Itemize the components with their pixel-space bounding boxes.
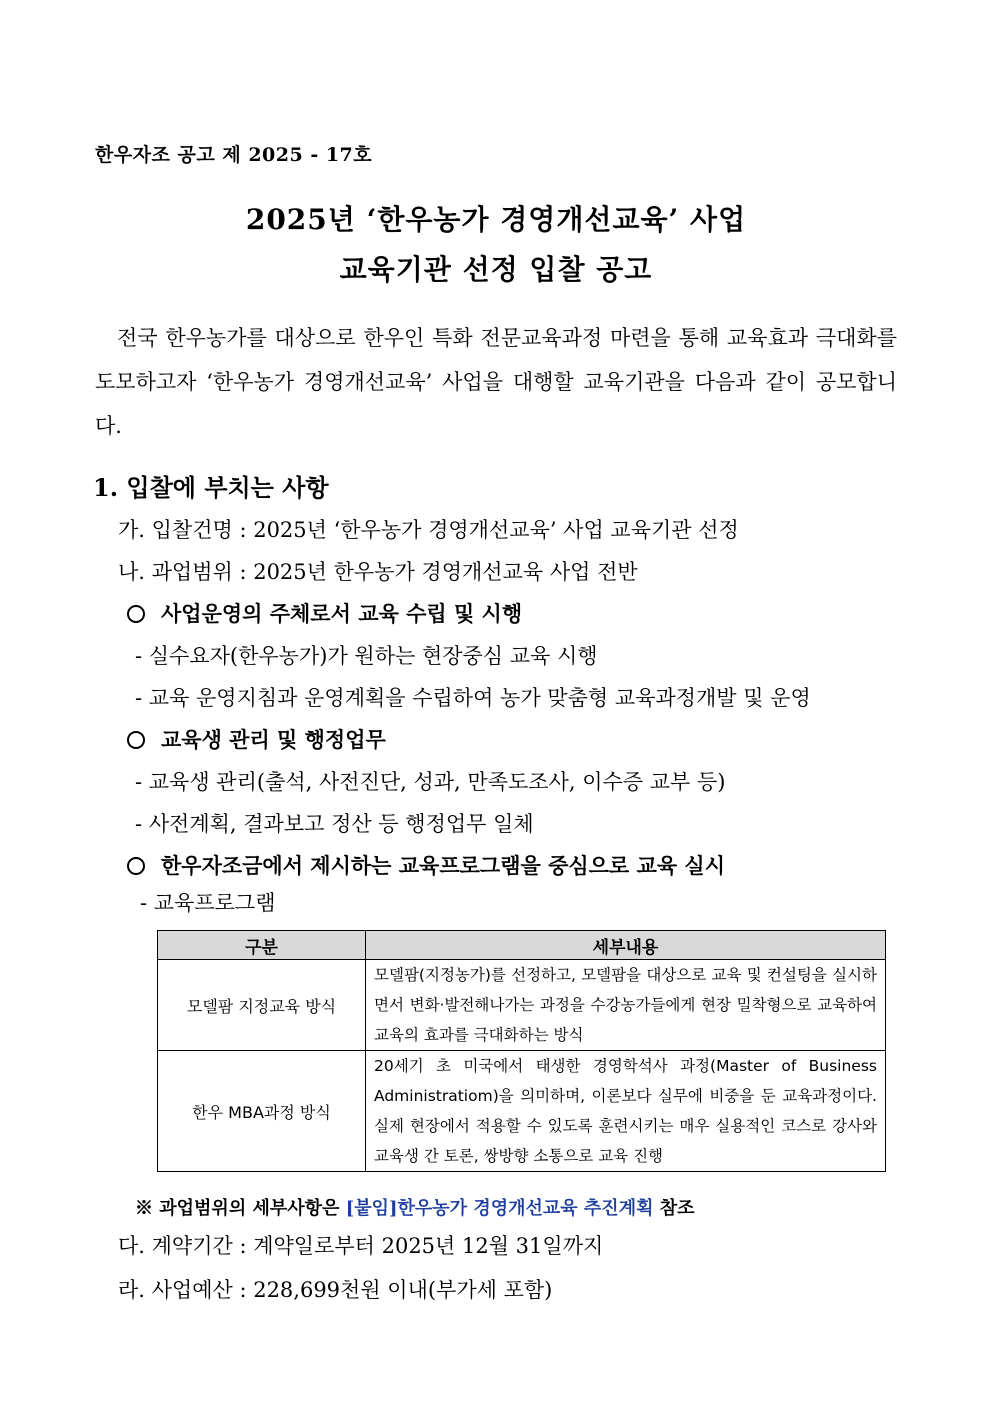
intro-text: 전국 한우농가를 대상으로 한우인 특화 전문교육과정 마련을 통해 교육효과 극대화를 도모하고자 ‘한우농가 경영개선교육’ 사업을 대행할 교육기관을 다음과 같이 공모합니다. (95, 326, 897, 438)
attachment-reference: [붙임]한우농가 경영개선교육 추진계획 (345, 1198, 654, 1219)
section-heading-1: 1. 입찰에 부치는 사항 (93, 473, 329, 502)
circle-item-3-text: 한우자조금에서 제시하는 교육프로그램을 중심으로 교육 실시 (161, 853, 725, 878)
intro-paragraph (95, 316, 897, 448)
circle-bullet-icon (127, 605, 145, 623)
notice-number: 한우자조 공고 제 2025 - 17호 (95, 144, 373, 166)
item-ra: 라. 사업예산 : 228,699천원 이내(부가세 포함) (118, 1278, 553, 1302)
title-line-1: 2025년 ‘한우농가 경영개선교육’ 사업 (245, 203, 747, 236)
circle-item-2-text: 교육생 관리 및 행정업무 (161, 727, 386, 752)
circle-item-1-sub-1: - 실수요자(한우농가)가 원하는 현장중심 교육 시행 (135, 644, 598, 668)
table-cell-category: 한우 MBA과정 방식 (158, 1051, 366, 1172)
circle-item-3-sub-1: - 교육프로그램 (140, 891, 276, 915)
note-prefix: ※ 과업범위의 세부사항은 (135, 1198, 340, 1219)
table-header-details: 세부내용 (366, 931, 886, 960)
table-row (158, 960, 886, 1051)
item-da: 다. 계약기간 : 계약일로부터 2025년 12월 31일까지 (118, 1234, 604, 1258)
circle-item-1 (127, 598, 522, 628)
circle-item-2 (127, 724, 386, 754)
circle-item-2-sub-1: - 교육생 관리(출석, 사전진단, 성과, 만족도조사, 이수증 교부 등) (135, 770, 726, 794)
table-header-row (158, 931, 886, 960)
title-line-2: 교육기관 선정 입찰 공고 (339, 253, 653, 286)
table-cell-details: 모델팜(지정농가)를 선정하고, 모델팜을 대상으로 교육 및 컨설팅을 실시하면서 변화·발전해나가는 과정을 수강농가들에게 현장 밀착형으로 교육하여 교육의 효과를 극대화하는 방식 (366, 960, 886, 1051)
circle-item-3 (127, 850, 725, 880)
circle-bullet-icon (127, 731, 145, 749)
program-table (157, 930, 886, 1172)
circle-bullet-icon (127, 857, 145, 875)
table-header-category: 구분 (158, 931, 366, 960)
table-row (158, 1051, 886, 1172)
note-suffix: 참조 (659, 1198, 695, 1219)
table-cell-category: 모델팜 지정교육 방식 (158, 960, 366, 1051)
circle-item-1-sub-2: - 교육 운영지침과 운영계획을 수립하여 농가 맞춤형 교육과정개발 및 운영 (135, 686, 811, 710)
item-ga: 가. 입찰건명 : 2025년 ‘한우농가 경영개선교육’ 사업 교육기관 선정 (118, 518, 739, 542)
circle-item-1-text: 사업운영의 주체로서 교육 수립 및 시행 (161, 601, 523, 626)
reference-note (135, 1194, 695, 1220)
table-cell-details: 20세기 초 미국에서 태생한 경영학석사 과정(Master of Business Administratiom)을 의미하며, 이론보다 실무에 비중을 둔 교육과정이다. 실제 현장에서 적용할 수 있도록 훈련시키는 매우 실용적인 코스로 강사와 교육생 간 토론, 쌍방향 소통으로 교육 진행 (366, 1051, 886, 1172)
circle-item-2-sub-2: - 사전계획, 결과보고 정산 등 행정업무 일체 (135, 812, 534, 836)
item-na: 나. 과업범위 : 2025년 한우농가 경영개선교육 사업 전반 (118, 560, 638, 584)
